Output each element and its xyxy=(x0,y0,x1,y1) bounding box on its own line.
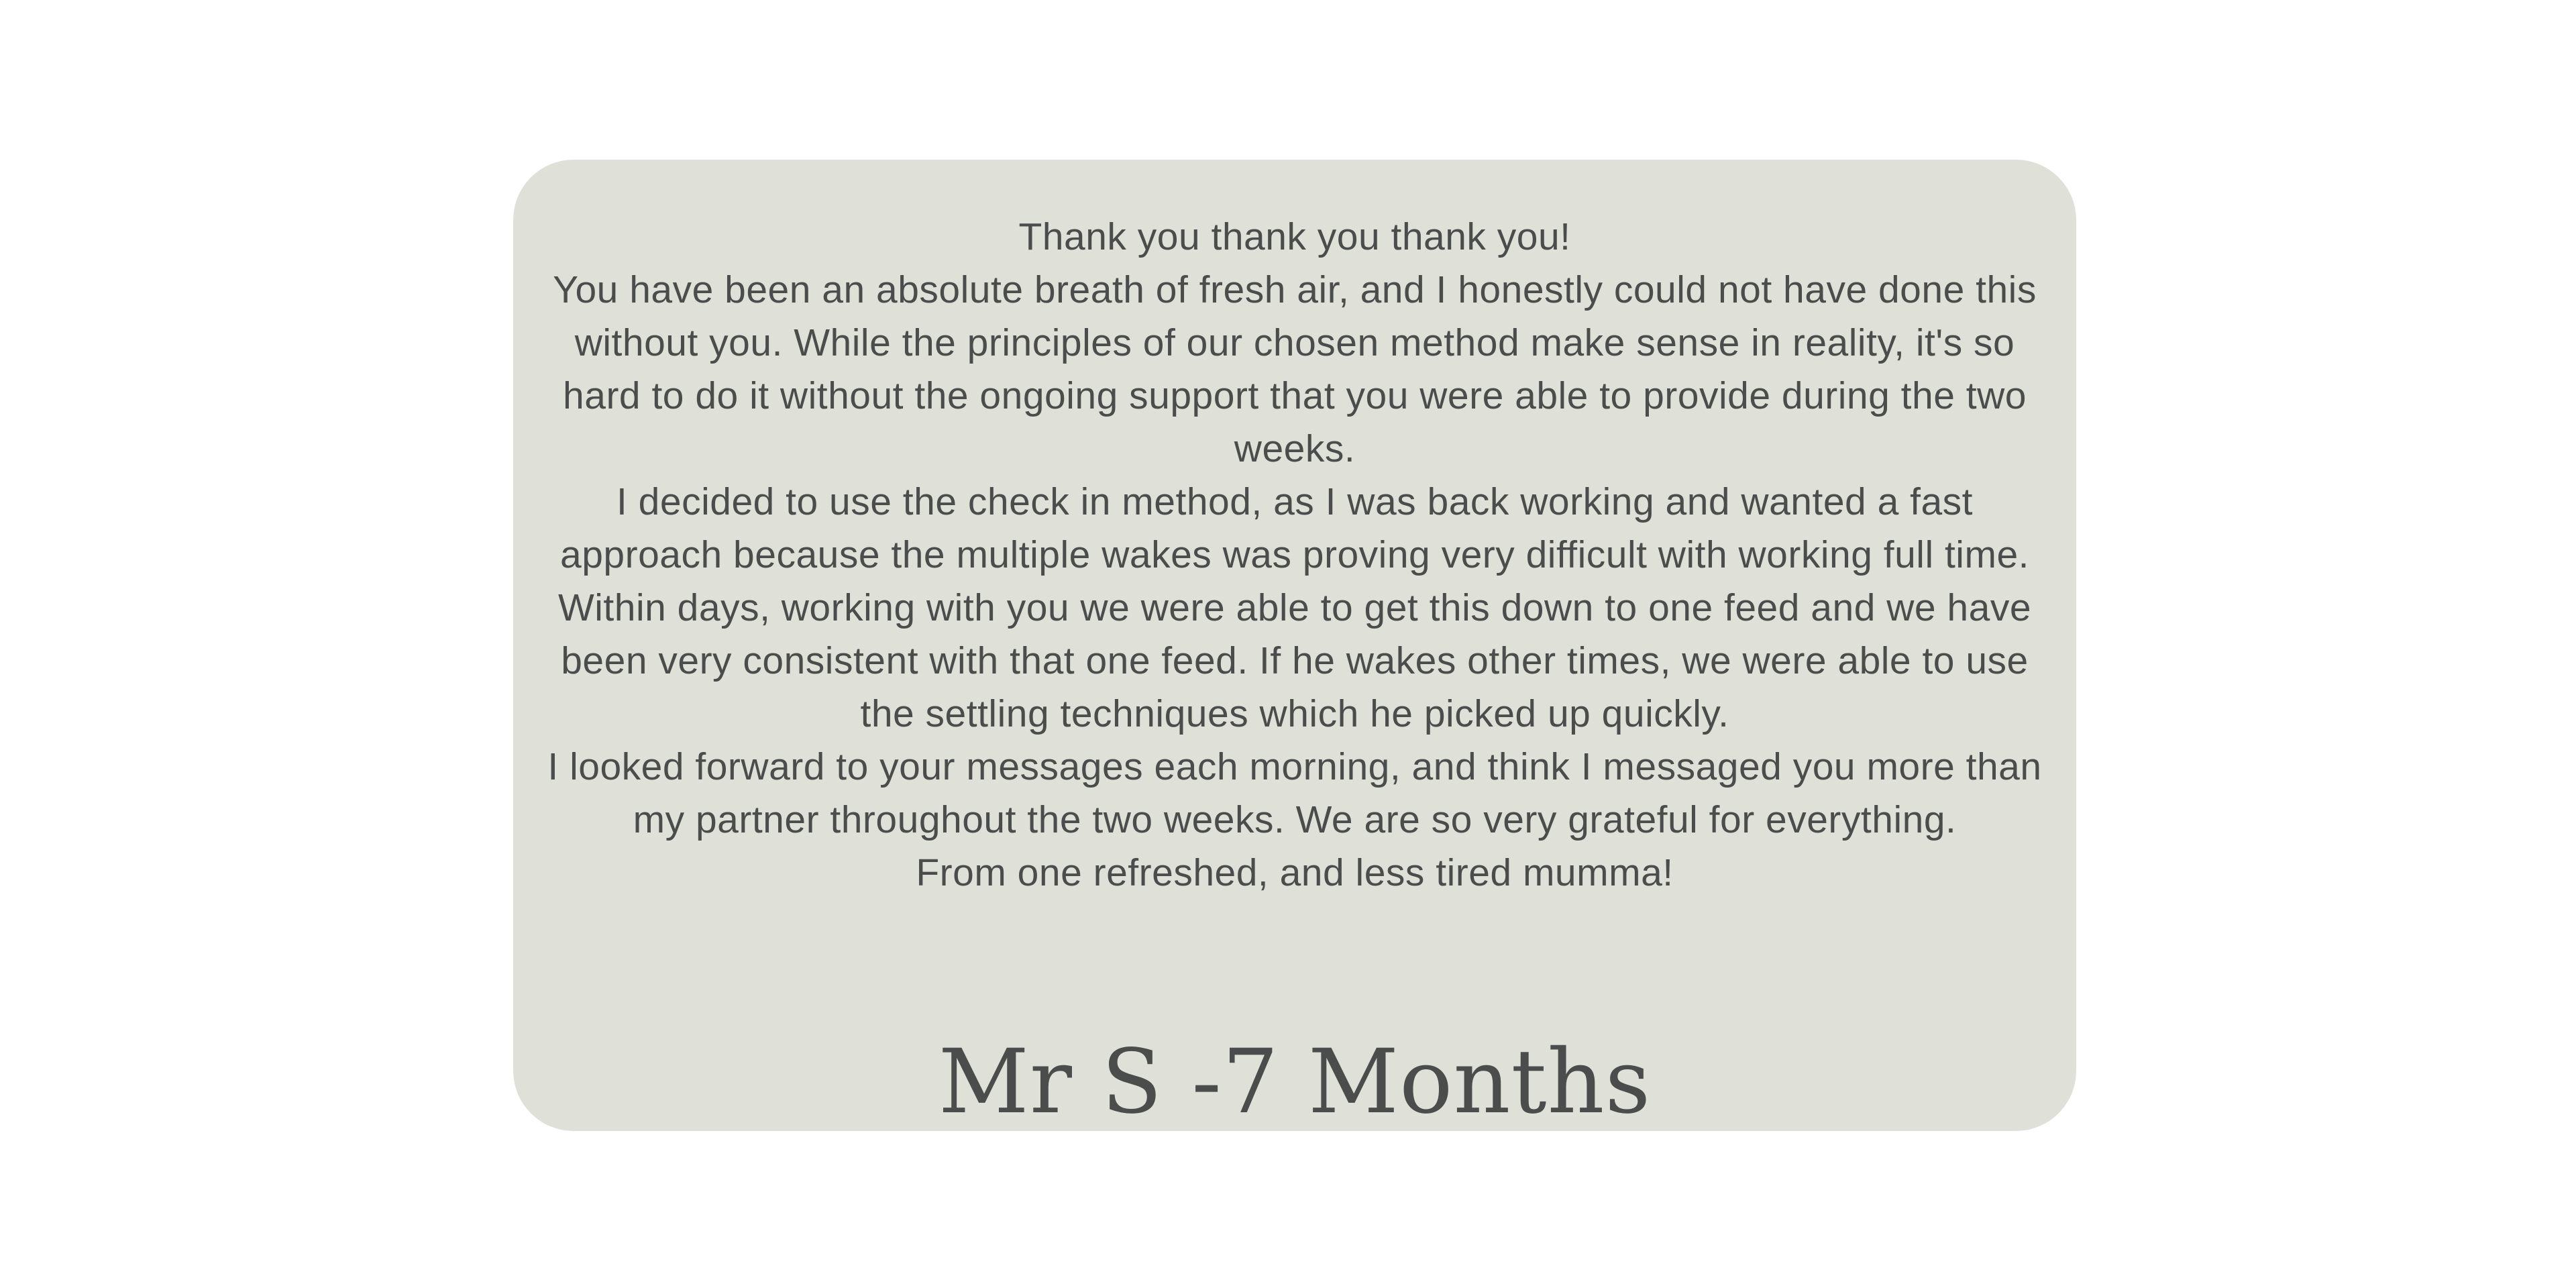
testimonial-paragraph-3: I decided to use the check in method, as I was back working and wanted a fast approach because the multiple wakes was proving very difficult with working full time. Within days, working with you we were able to get this down to one feed and we have been very consistent with that one feed. If he wakes other times, we were able to use the settling techniques which he picked up quickly. xyxy=(557,480,2032,735)
testimonial-card xyxy=(513,160,2076,1134)
testimonial-paragraph-1: Thank you thank you thank you! xyxy=(1018,215,1571,258)
testimonial-text xyxy=(537,211,2052,900)
testimonial-author: Mr S -7 Months xyxy=(938,1030,1652,1134)
testimonial-paragraph-4: I looked forward to your messages each morning, and think I messaged you more than my partner throughout the two weeks. We are so very grateful for everything. xyxy=(547,745,2042,841)
testimonial-paragraph-5: From one refreshed, and less tired mumma! xyxy=(916,851,1674,894)
testimonial-paragraph-2: You have been an absolute breath of fresh air, and I honestly could not have done this without you. While the principles of our chosen method make sense in reality, it's so hard to do it without the ongoing support that you were able to provide during the two weeks. xyxy=(553,268,2037,470)
